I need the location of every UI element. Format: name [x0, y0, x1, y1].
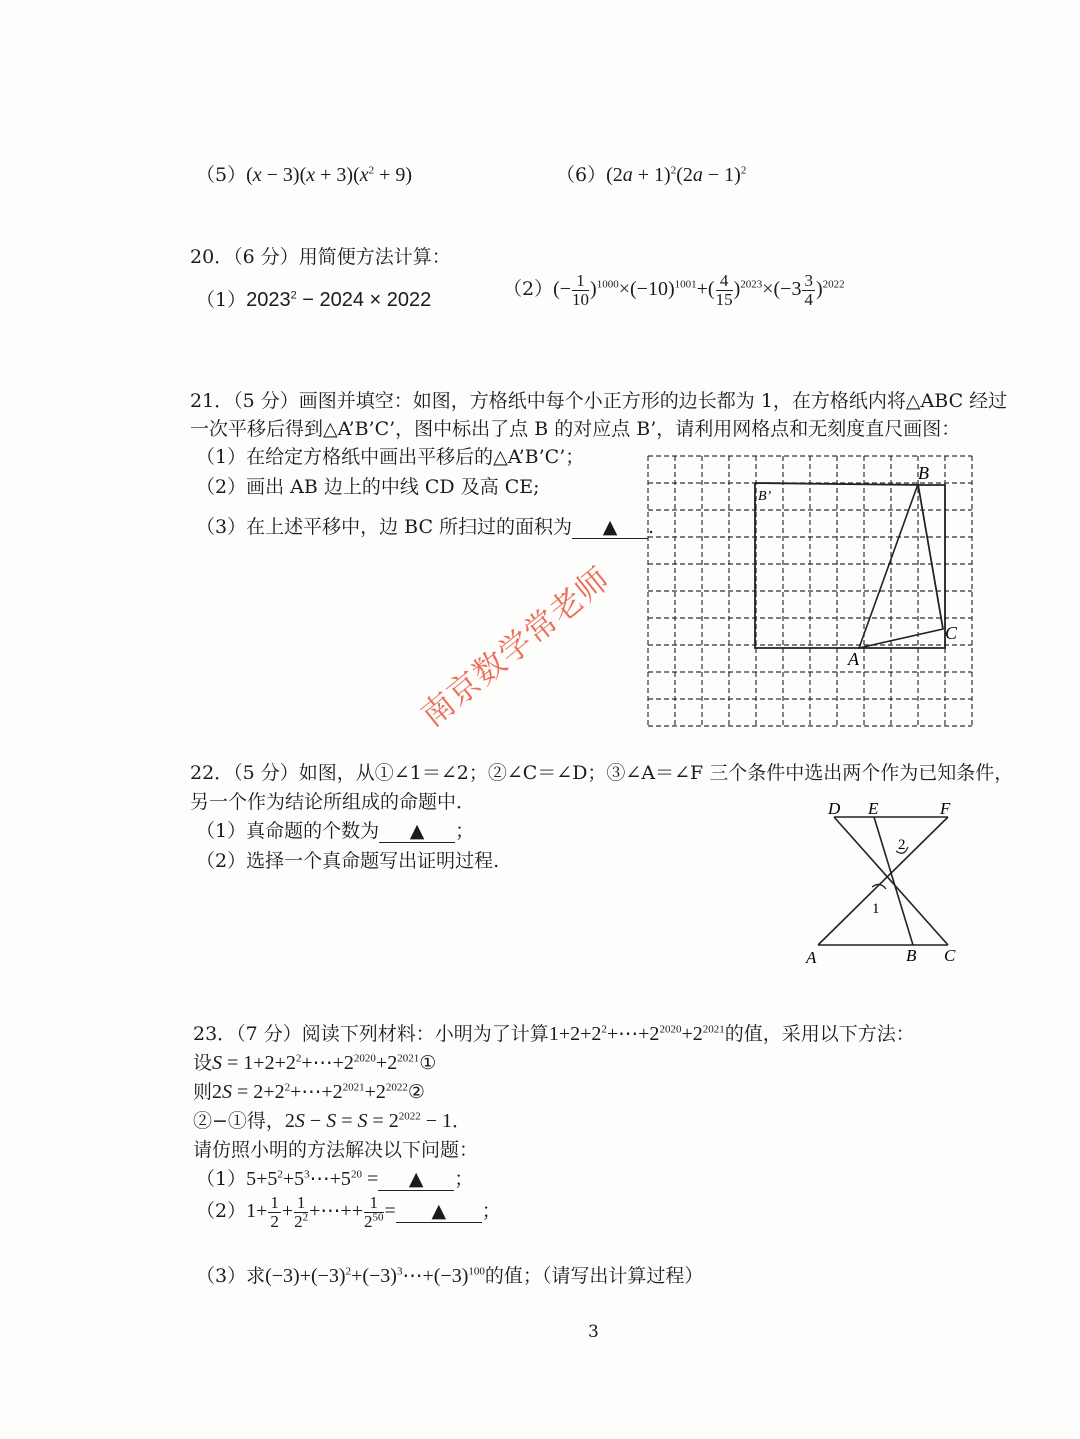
q23-eq-sub: ②−①得，: [193, 1110, 285, 1132]
label-b: B: [906, 946, 917, 965]
q23-p1-answer-mark: ▲: [408, 1168, 424, 1190]
label-f: F: [940, 799, 951, 818]
label-d: D: [828, 799, 841, 818]
q23-eq3: ②−①得，$2S - S = S = 2^{2022} - 1$．: [193, 1110, 472, 1132]
triangle-abc: [859, 484, 943, 648]
q23-instruction: 请仿照小明的方法解决以下问题：: [193, 1139, 479, 1161]
grid-lines: [648, 456, 972, 726]
q23-eq2: 则$2S = 2+2^2+\cdots+2^{2021}+2^{2022}②$: [193, 1081, 425, 1103]
q19-p5-label: （5）: [196, 164, 247, 186]
q22-line1: 22．（5 分）如图，从①∠1＝∠2；②∠C＝∠D；③∠A＝∠F 三个条件中选出两个作为已知条件，: [190, 762, 1014, 784]
label-e: E: [868, 799, 879, 818]
q23-p3-label: （3）求: [196, 1265, 266, 1287]
q22-item1: （1）真命题的个数为 ▲ ；: [196, 820, 475, 842]
q23-eq-then: 则: [193, 1081, 213, 1103]
q23-eq1: 设$S = 1+2+2^2+\cdots+2^{2020}+2^{2021}①$: [193, 1052, 437, 1074]
q19-part5: $(5)(x - 3)(x + 3)(x^2 + 9)$: [196, 164, 413, 186]
label-a: A: [806, 948, 817, 967]
label-b-prime: B’: [758, 489, 772, 504]
q23-p2-label: （2）: [196, 1199, 247, 1222]
q23-part1: $(1)5+5^2+5^3\cdots+5^{20}$ = ▲ ；: [196, 1168, 474, 1190]
label-c: C: [945, 623, 958, 643]
q22-line2: 另一个作为结论所组成的命题中．: [190, 791, 476, 813]
q21-line2: 一次平移后得到△A’B’C’，图中标出了点 B 的对应点 B’，请利用网格点和无刻度直尺画图：: [190, 418, 961, 440]
q20-part2: （2）(− $\frac{1}{10}$ )$^{1000}\times(-10)^{1001}+$( $\frac{4}{15}$ )$^{2023}$×(−3 $\frac{3}{4}$ )$^{2022}$: [503, 271, 845, 309]
q23-p3-end: 的值；（请写出计算过程）: [484, 1265, 704, 1287]
watermark: 南京数学常老师: [413, 559, 618, 735]
q22-item2: （2）选择一个真命题写出证明过程.: [196, 850, 500, 872]
q21-answer-mark: ▲: [602, 516, 618, 538]
label-a: A: [848, 649, 859, 669]
q22-answer-mark: ▲: [409, 820, 425, 842]
q23-part3: （3）求$(-3)+(-3)^2+(-3)^3\cdots+(-3)^{100}$的值；（请写出计算过程）: [196, 1265, 704, 1287]
page-number: 3: [588, 1322, 599, 1342]
q21-item1: （1）在给定方格纸中画出平移后的△A’B’C’；: [196, 446, 585, 468]
q23-p2-answer-mark: ▲: [431, 1199, 447, 1222]
q23-title: 23．（7 分）阅读下列材料：小明为了计算$1+2+2^2+\cdots+2^{2020}+2^{2021}$的值，采用以下方法：: [193, 1023, 915, 1045]
q21-grid-figure: [645, 453, 975, 733]
q21-line1: 21．（5 分）画图并填空：如图，方格纸中每个小正方形的边长都为 1，在方格纸内将△ABC 经过: [190, 390, 1008, 412]
q21-answer-blank[interactable]: [572, 516, 648, 539]
side-bc: [918, 484, 943, 629]
q21-item2: （2）画出 AB 边上的中线 CD 及高 CE;: [196, 476, 540, 498]
q20-part1: $(1)2023^2 - 2024 \times 2022$: [196, 289, 432, 311]
line-af: [818, 817, 948, 945]
q23-title-text: 23．（7 分）阅读下列材料：小明为了计算: [193, 1023, 549, 1045]
q23-p1-label: （1）: [196, 1168, 247, 1190]
line-eb: [874, 817, 913, 945]
angle-1-label: 1: [872, 901, 880, 917]
q23-part2: （2）1+ $\frac{1}{2}$ + $\frac{1}{2^2}$ +⋯++ $\frac{1}{2^{50}}$ = ▲ ；: [196, 1193, 501, 1231]
q19-part6: $(6)(2a + 1)^2(2a - 1)^2$: [556, 164, 747, 186]
label-b: B: [918, 463, 929, 483]
q22-answer-blank[interactable]: [379, 820, 455, 843]
q22-figure: [800, 795, 975, 975]
q23-p1-blank[interactable]: [378, 1168, 454, 1191]
q20-p1-label: （1）: [196, 289, 247, 311]
q23-title-end: 的值，采用以下方法：: [724, 1023, 915, 1045]
q20-title: 20．（6 分）用简便方法计算：: [190, 246, 451, 268]
angle-2-label: 2: [898, 837, 906, 853]
q23-p2-blank[interactable]: [396, 1200, 482, 1223]
line-dc: [834, 817, 948, 945]
label-c: C: [944, 946, 956, 965]
q21-item3-text: （3）在上述平移中，边 BC 所扫过的面积为: [196, 516, 573, 538]
q19-p6-label: （6）: [556, 164, 607, 186]
q20-p2-label: （2）: [503, 277, 554, 300]
q22-item1-text: （1）真命题的个数为: [196, 820, 380, 842]
q23-eq-set: 设: [193, 1052, 213, 1074]
q21-item3: （3）在上述平移中，边 BC 所扫过的面积为 ▲ .: [196, 516, 655, 538]
